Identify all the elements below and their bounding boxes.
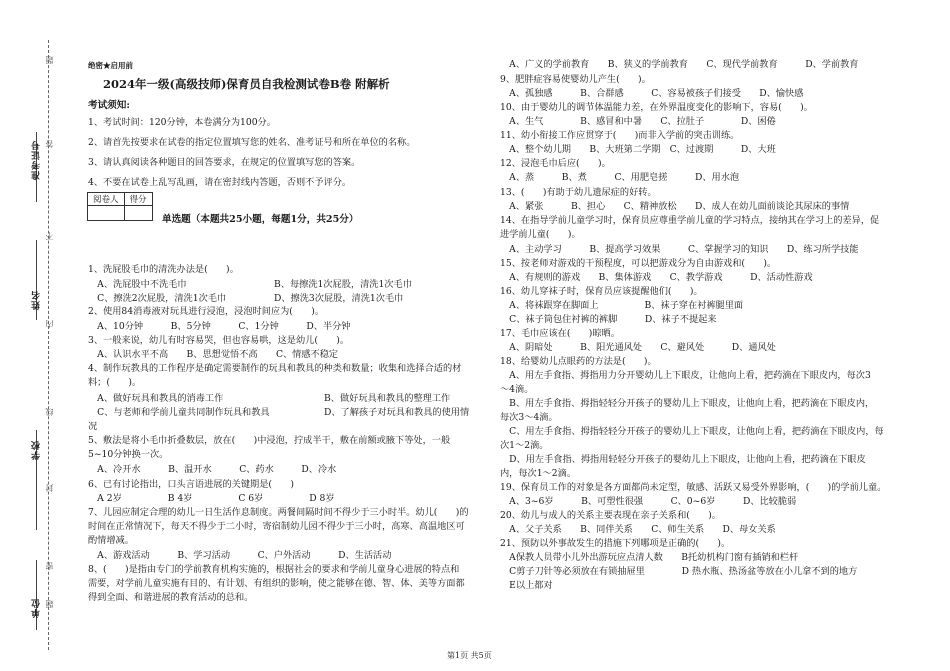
- question-line: A、阴暗处 B、阳光通风处 C、避风处 D、通风处: [500, 342, 776, 353]
- question-line: A 2岁 B 4岁 C 6岁 D 8岁: [88, 493, 335, 504]
- question-line: A、3~6岁 B、可塑性很强 C、0~6岁 D、比较脆弱: [500, 496, 797, 507]
- question-line: 6、已有讨论指出，口头言语进展的关键期是( ): [88, 479, 294, 490]
- question-line: 况: [88, 421, 98, 432]
- option-line: B、做好玩具和教具的整理工作: [324, 393, 451, 404]
- question-line: A、认识水平不高 B、思想觉悟不高 C、情感不稳定: [88, 349, 339, 360]
- question-line: A、广义的学前教育 B、狭义的学前教育 C、现代学前教育 D、学前教育: [500, 59, 859, 70]
- page-title: 2024年一级(高级技师)保育员自我检测试卷B卷 附解析: [103, 77, 390, 91]
- margin-mark: 题: [45, 600, 54, 608]
- question-line: C、袜子筒包住衬裤的裤脚 D、袜子不提起来: [500, 314, 717, 325]
- question-line: 19、保育员工作的对象是各方面都尚未定型，敏感、活跃又易受外界影响，( )的学前儿童。: [500, 482, 887, 493]
- option-line: B、每擦洗1次屁股，清洗1次毛巾: [274, 279, 412, 290]
- question-line: A、父子关系 B、同伴关系 C、师生关系 D、母女关系: [500, 524, 776, 535]
- section-heading: 单选题（本题共25小题，每题1分，共25分）: [162, 214, 359, 225]
- grader-cell: 阅卷人: [88, 193, 125, 206]
- option-line: D、了解孩子对玩具和教具的使用情: [324, 407, 470, 418]
- question-line: C、与老师和学前儿童共同制作玩具和教具: [88, 407, 270, 418]
- question-line: 10、由于婴幼儿的调节体温能力差，在外界温度变化的影响下，容易( )。: [500, 102, 813, 113]
- notice-item: 3、请认真阅读各种题目的回答要求，在规定的位置填写您的答案。: [88, 157, 361, 168]
- question-line: 每次3～4滴。: [500, 412, 558, 423]
- question-line: A、孤独感 B、合群感 C、容易被孩子们接受 D、愉快感: [500, 88, 804, 99]
- question-line: 21、预防以外事故发生的措施下列哪项是正确的( )。: [500, 538, 731, 549]
- margin-mark: 密: [45, 562, 54, 570]
- question-line: A、做好玩具和教具的消毒工作: [88, 393, 224, 404]
- question-line: 20、幼儿与成人的关系主要表现在亲子关系和( )。: [500, 510, 721, 521]
- score-cell: 得分: [124, 193, 152, 206]
- margin-mark: 题: [45, 56, 54, 64]
- question-line: 4、制作玩教具的工作程序是确定需要制作的玩具和教具的种类和数量；收集和选择合适的材: [88, 363, 462, 374]
- score-box: [87, 192, 153, 221]
- question-line: 15、按老师对游戏的干预程度，可以把游戏分为自由游戏和( )。: [500, 258, 777, 269]
- question-line: 14、在指导学前儿童学习时，保育员应尊重学前儿童的学习特点，接纳其在学习上的差异，促: [500, 215, 880, 226]
- margin-mark: 答: [45, 140, 54, 148]
- question-line: A、冷开水 B、温开水 C、药水 D、冷水: [88, 464, 337, 475]
- margin-mark: 不: [45, 232, 54, 240]
- question-line: B、用左手食指、拇指轻轻分开孩子的婴幼儿上下眼皮，让他向上看，把药滴在下眼皮内，: [500, 398, 875, 409]
- school-label: 学校: [32, 440, 42, 460]
- question-line: 内，每次1～2滴。: [500, 468, 577, 479]
- question-line: 次1～2滴。: [500, 440, 549, 451]
- question-line: 5~10分钟换一次。: [88, 449, 169, 460]
- question-line: 1、洗屁股毛巾的清洗办法是( )。: [88, 264, 239, 275]
- margin-mark: 内: [45, 320, 54, 328]
- question-line: 料；( )。: [88, 377, 142, 388]
- question-line: 17、毛巾应该在( )晾晒。: [500, 328, 620, 339]
- question-line: C、用左手食指、拇指轻轻分开孩子的婴幼儿上下眼皮，让他向上看，把药滴在下眼皮内，每: [500, 426, 884, 437]
- question-line: A保教人员带小儿外出游玩应点清人数 B托幼机构门窗有插销和栏杆: [500, 552, 799, 563]
- score-blank[interactable]: [124, 206, 152, 221]
- unit-label: 单位: [32, 598, 42, 618]
- notice-item: 1、考试时间：120分钟，本卷满分为100分。: [88, 117, 276, 128]
- question-line: 7、儿园应制定合理的幼儿一日生活作息制度。两餐间隔时间不得少于三小时半。幼儿( )的: [88, 507, 469, 518]
- question-line: E以上都对: [500, 580, 553, 591]
- page-number: 第1页 共5页: [447, 651, 492, 660]
- question-line: 2、使用84消毒液对玩具进行浸泡，浸泡时间应为( )。: [88, 306, 325, 317]
- question-line: 13、( )有助于幼儿遗尿症的好转。: [500, 187, 657, 198]
- question-line: 8、( )是指由专门的学前教育机构实施的，根据社会的要求和学前儿童身心进展的特点和: [88, 564, 460, 575]
- question-line: 时间在正常情况下，每天不得少于二小时，寄宿制幼儿园不得少于三小时，高寒、高温地区可: [88, 521, 465, 532]
- question-line: A、紧张 B、担心 C、精神放松 D、成人在幼儿面前谈论其尿床的事情: [500, 201, 850, 212]
- notice-heading: 考试须知:: [88, 100, 130, 111]
- margin-mark: 封: [45, 484, 54, 492]
- grader-blank[interactable]: [88, 206, 125, 221]
- secret-mark: 绝密★启用前: [88, 61, 133, 70]
- question-line: A、有规则的游戏 B、集体游戏 C、教学游戏 D、活动性游戏: [500, 272, 813, 283]
- question-line: D、用左手食指、拇指用轻轻分开孩子的婴幼儿上下眼皮，让他向上看，把药滴在下眼皮: [500, 454, 866, 465]
- question-line: 16、幼儿穿袜子时，保育员应该提醒他们( )。: [500, 286, 703, 297]
- question-line: A、蒸 B、煮 C、用肥皂搓 D、用水泡: [500, 172, 740, 183]
- question-line: 5、敷法是将小毛巾折叠数层，放在( )中浸泡，拧成半干，敷在前额或腋下等处，一般: [88, 435, 451, 446]
- exam-number-label: 准考证号: [32, 140, 42, 180]
- question-line: A、洗屁股中不洗毛巾: [88, 279, 187, 290]
- question-line: A、主动学习 B、提高学习效果 C、掌握学习的知识 D、练习所学技能: [500, 244, 859, 255]
- margin-mark: 线: [45, 408, 54, 416]
- name-label: 姓名: [32, 290, 42, 310]
- question-line: 需要，对学前儿童实施有目的、有计划、有组织的影响，使之能够在德、智、体、美等方面都: [88, 578, 465, 589]
- question-line: 18、给婴幼儿点眼药的方法是( )。: [500, 356, 657, 367]
- question-line: 进学前儿童( )。: [500, 229, 581, 240]
- unit-underline: [36, 560, 37, 630]
- question-line: A、用左手食指、拇指用力分开婴幼儿上下眼皮，让他向上看，把药滴在下眼皮内，每次3: [500, 370, 871, 381]
- question-line: 3、一般来说，幼儿有时容易哭，但也容易哄，这是幼儿( )。: [88, 335, 350, 346]
- question-line: A、10分钟 B、5分钟 C、1分钟 D、半分钟: [88, 321, 351, 332]
- question-line: 11、幼小衔接工作应贯穿于( )而非入学前的突击训练。: [500, 130, 740, 141]
- notice-item: 4、不要在试卷上乱写乱画，请在密封线内答题，否则不予评分。: [88, 177, 352, 188]
- question-line: A、生气 B、感冒和中暑 C、拉肚子 D、困倦: [500, 116, 776, 127]
- question-line: A、将袜跟穿在脚面上 B、袜子穿在衬裤腿里面: [500, 300, 744, 311]
- question-line: 9、肥胖症容易使婴幼儿产生( )。: [500, 74, 651, 85]
- seal-line: [48, 40, 49, 650]
- question-line: 酌情增减。: [88, 535, 134, 546]
- question-line: ～4滴。: [500, 384, 534, 395]
- question-line: C、擦洗2次屁股，清洗1次毛巾: [88, 293, 227, 304]
- question-line: A、整个幼儿期 B、大班第二学期 C、过渡期 D、大班: [500, 144, 776, 155]
- question-line: C剪子刀针等必须放在有锁抽屉里 D 热水瓶、热汤盆等放在小儿拿不到的地方: [500, 566, 858, 577]
- question-line: 得到全面、和谐进展的教育活动的总和。: [88, 592, 254, 603]
- notice-item: 2、请首先按要求在试卷的指定位置填写您的姓名、准考证号和所在单位的名称。: [88, 137, 416, 148]
- option-line: D、擦洗3次屁股，清洗1次毛巾: [274, 293, 404, 304]
- question-line: 12、浸泡毛巾后应( )。: [500, 158, 611, 169]
- question-line: A、游戏活动 B、学习活动 C、户外活动 D、生活活动: [88, 550, 392, 561]
